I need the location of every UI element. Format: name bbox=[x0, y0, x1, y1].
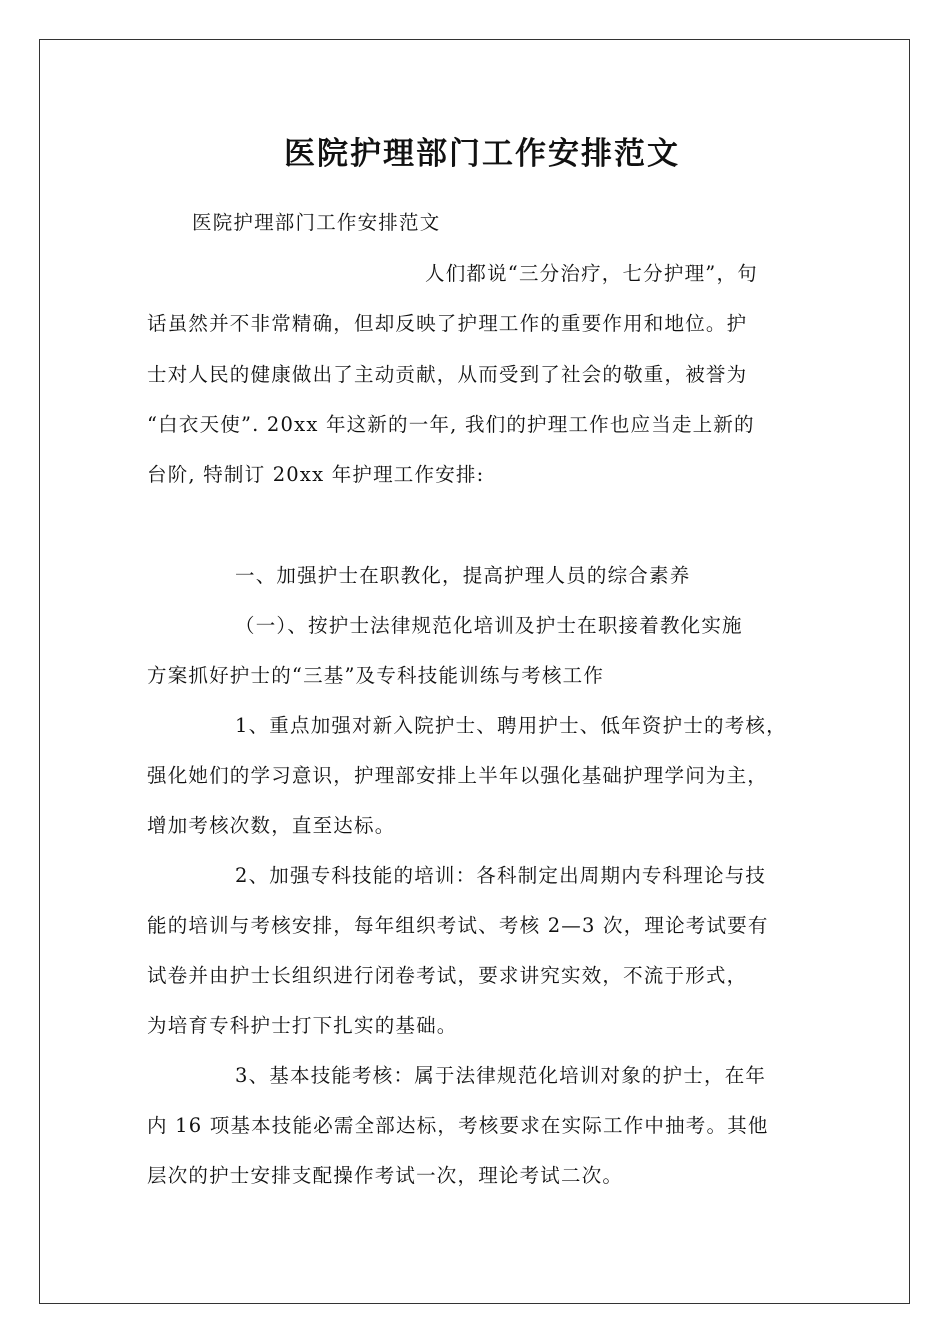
document-subtitle: 医院护理部门工作安排范文 bbox=[192, 211, 441, 234]
section-heading: 一、加强护士在职教化，提高护理人员的综合素养 bbox=[235, 564, 691, 587]
paragraph-line: 话虽然并不非常精确，但却反映了护理工作的重要作用和地位。护 bbox=[147, 312, 748, 335]
paragraph-line: 人们都说“三分治疗，七分护理”，句 bbox=[425, 262, 758, 285]
paragraph-line: 增加考核次数，直至达标。 bbox=[147, 814, 396, 837]
paragraph-line: 试卷并由护士长组织进行闭卷考试，要求讲究实效，不流于形式， bbox=[147, 964, 748, 987]
paragraph-line: 能的培训与考核安排，每年组织考试、考核 2—3 次，理论考试要有 bbox=[147, 914, 769, 937]
paragraph-line: 为培育专科护士打下扎实的基础。 bbox=[147, 1014, 458, 1037]
paragraph-line: 层次的护士安排支配操作考试一次，理论考试二次。 bbox=[147, 1164, 624, 1187]
paragraph-line: 士对人民的健康做出了主动贡献，从而受到了社会的敬重，被誉为 bbox=[147, 363, 748, 386]
subsection-heading: （一）、按护士法律规范化培训及护士在职接着教化实施 bbox=[235, 614, 743, 637]
paragraph-line: 强化她们的学习意识，护理部安排上半年以强化基础护理学问为主， bbox=[147, 764, 769, 787]
subsection-heading: 方案抓好护士的“三基”及专科技能训练与考核工作 bbox=[147, 664, 605, 687]
document-title: 医院护理部门工作安排范文 bbox=[284, 136, 680, 172]
paragraph-line: 台阶, 特制订 20xx 年护理工作安排: bbox=[147, 463, 485, 486]
paragraph-line: 3、基本技能考核：属于法律规范化培训对象的护士，在年 bbox=[235, 1064, 767, 1087]
paragraph-line: “白衣天使”. 20xx 年这新的一年, 我们的护理工作也应当走上新的 bbox=[147, 413, 755, 436]
paragraph-line: 1、重点加强对新入院护士、聘用护士、低年资护士的考核， bbox=[235, 714, 787, 737]
paragraph-line: 2、加强专科技能的培训：各科制定出周期内专科理论与技 bbox=[235, 864, 767, 887]
paragraph-line: 内 16 项基本技能必需全部达标，考核要求在实际工作中抽考。其他 bbox=[147, 1114, 769, 1137]
